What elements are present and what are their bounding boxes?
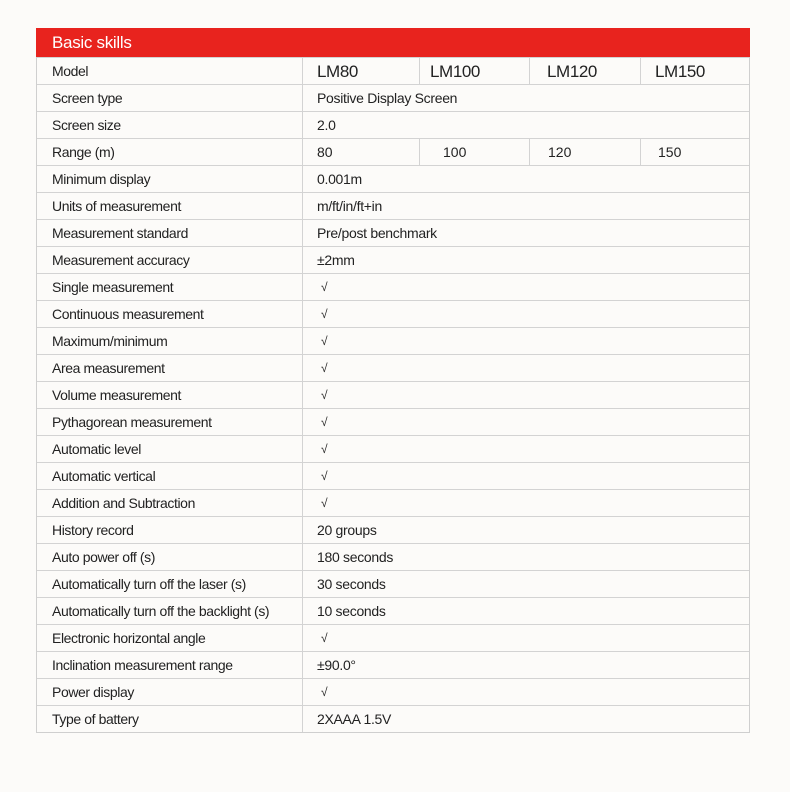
- table-row: [37, 705, 749, 732]
- range-lm100: 100: [420, 139, 530, 165]
- row-label: Volume measurement: [37, 382, 303, 408]
- check-icon: √: [321, 415, 328, 429]
- row-label: Automatically turn off the backlight (s): [37, 598, 303, 624]
- table-row: [37, 516, 749, 543]
- check-icon: √: [321, 631, 328, 645]
- row-value: ±2mm: [317, 252, 355, 268]
- range-lm120: 120: [530, 139, 641, 165]
- row-value: 180 seconds: [317, 549, 394, 565]
- row-value: 0.001m: [317, 171, 362, 187]
- table-row: [37, 651, 749, 678]
- table-row: [37, 84, 749, 111]
- model-lm120: LM120: [530, 58, 641, 84]
- table-row: [37, 327, 749, 354]
- row-label: Units of measurement: [37, 193, 303, 219]
- row-value: 30 seconds: [317, 576, 386, 592]
- check-icon: √: [321, 280, 328, 294]
- table-row: [37, 462, 749, 489]
- check-icon: √: [321, 442, 328, 456]
- table-row: [37, 246, 749, 273]
- check-icon: √: [321, 334, 328, 348]
- row-label: Area measurement: [37, 355, 303, 381]
- row-label: Addition and Subtraction: [37, 490, 303, 516]
- table-row-range: [37, 138, 749, 165]
- row-label: Measurement standard: [37, 220, 303, 246]
- row-label: Inclination measurement range: [37, 652, 303, 678]
- check-icon: √: [321, 361, 328, 375]
- row-label: Screen size: [37, 112, 303, 138]
- table-row: [37, 543, 749, 570]
- row-label: Measurement accuracy: [37, 247, 303, 273]
- row-value: 2XAAA 1.5V: [317, 711, 392, 727]
- row-label: Pythagorean measurement: [37, 409, 303, 435]
- check-icon: √: [321, 469, 328, 483]
- row-label: Electronic horizontal angle: [37, 625, 303, 651]
- row-value: 10 seconds: [317, 603, 386, 619]
- row-label: Single measurement: [37, 274, 303, 300]
- table-row: [37, 489, 749, 516]
- row-label: Continuous measurement: [37, 301, 303, 327]
- row-label: Type of battery: [37, 706, 303, 732]
- row-label: Power display: [37, 679, 303, 705]
- table-row: [37, 624, 749, 651]
- table-row: [37, 597, 749, 624]
- range-lm150: 150: [658, 144, 682, 160]
- check-icon: √: [321, 307, 328, 321]
- row-label: Automatic level: [37, 436, 303, 462]
- table-row: [37, 111, 749, 138]
- model-lm100: LM100: [420, 58, 530, 84]
- row-label: Minimum display: [37, 166, 303, 192]
- row-value: 2.0: [317, 117, 336, 133]
- table-row: [37, 300, 749, 327]
- table-row: [37, 570, 749, 597]
- row-value: ±90.0°: [317, 657, 356, 673]
- model-lm80: LM80: [303, 58, 420, 84]
- table-row: [37, 354, 749, 381]
- row-value: Positive Display Screen: [317, 90, 458, 106]
- row-label: Automatic vertical: [37, 463, 303, 489]
- check-icon: √: [321, 496, 328, 510]
- model-lm150: LM150: [655, 62, 705, 81]
- table-row: [37, 165, 749, 192]
- table-row: [37, 408, 749, 435]
- table-row: [37, 273, 749, 300]
- table-row: [37, 219, 749, 246]
- section-title: Basic skills: [36, 28, 750, 57]
- row-value: Pre/post benchmark: [317, 225, 437, 241]
- row-label: Range (m): [37, 139, 303, 165]
- row-label: History record: [37, 517, 303, 543]
- row-value: m/ft/in/ft+in: [317, 198, 382, 214]
- table-row: [37, 192, 749, 219]
- table-row: [37, 381, 749, 408]
- row-label: Automatically turn off the laser (s): [37, 571, 303, 597]
- check-icon: √: [321, 685, 328, 699]
- row-label: Model: [37, 58, 303, 84]
- row-label: Auto power off (s): [37, 544, 303, 570]
- row-label: Maximum/minimum: [37, 328, 303, 354]
- check-icon: √: [321, 388, 328, 402]
- spec-table: [36, 28, 750, 733]
- row-value: 20 groups: [317, 522, 377, 538]
- table-row: [37, 435, 749, 462]
- range-lm80: 80: [303, 139, 420, 165]
- table-row: [37, 678, 749, 705]
- row-label: Screen type: [37, 85, 303, 111]
- table-row-model: [37, 57, 749, 84]
